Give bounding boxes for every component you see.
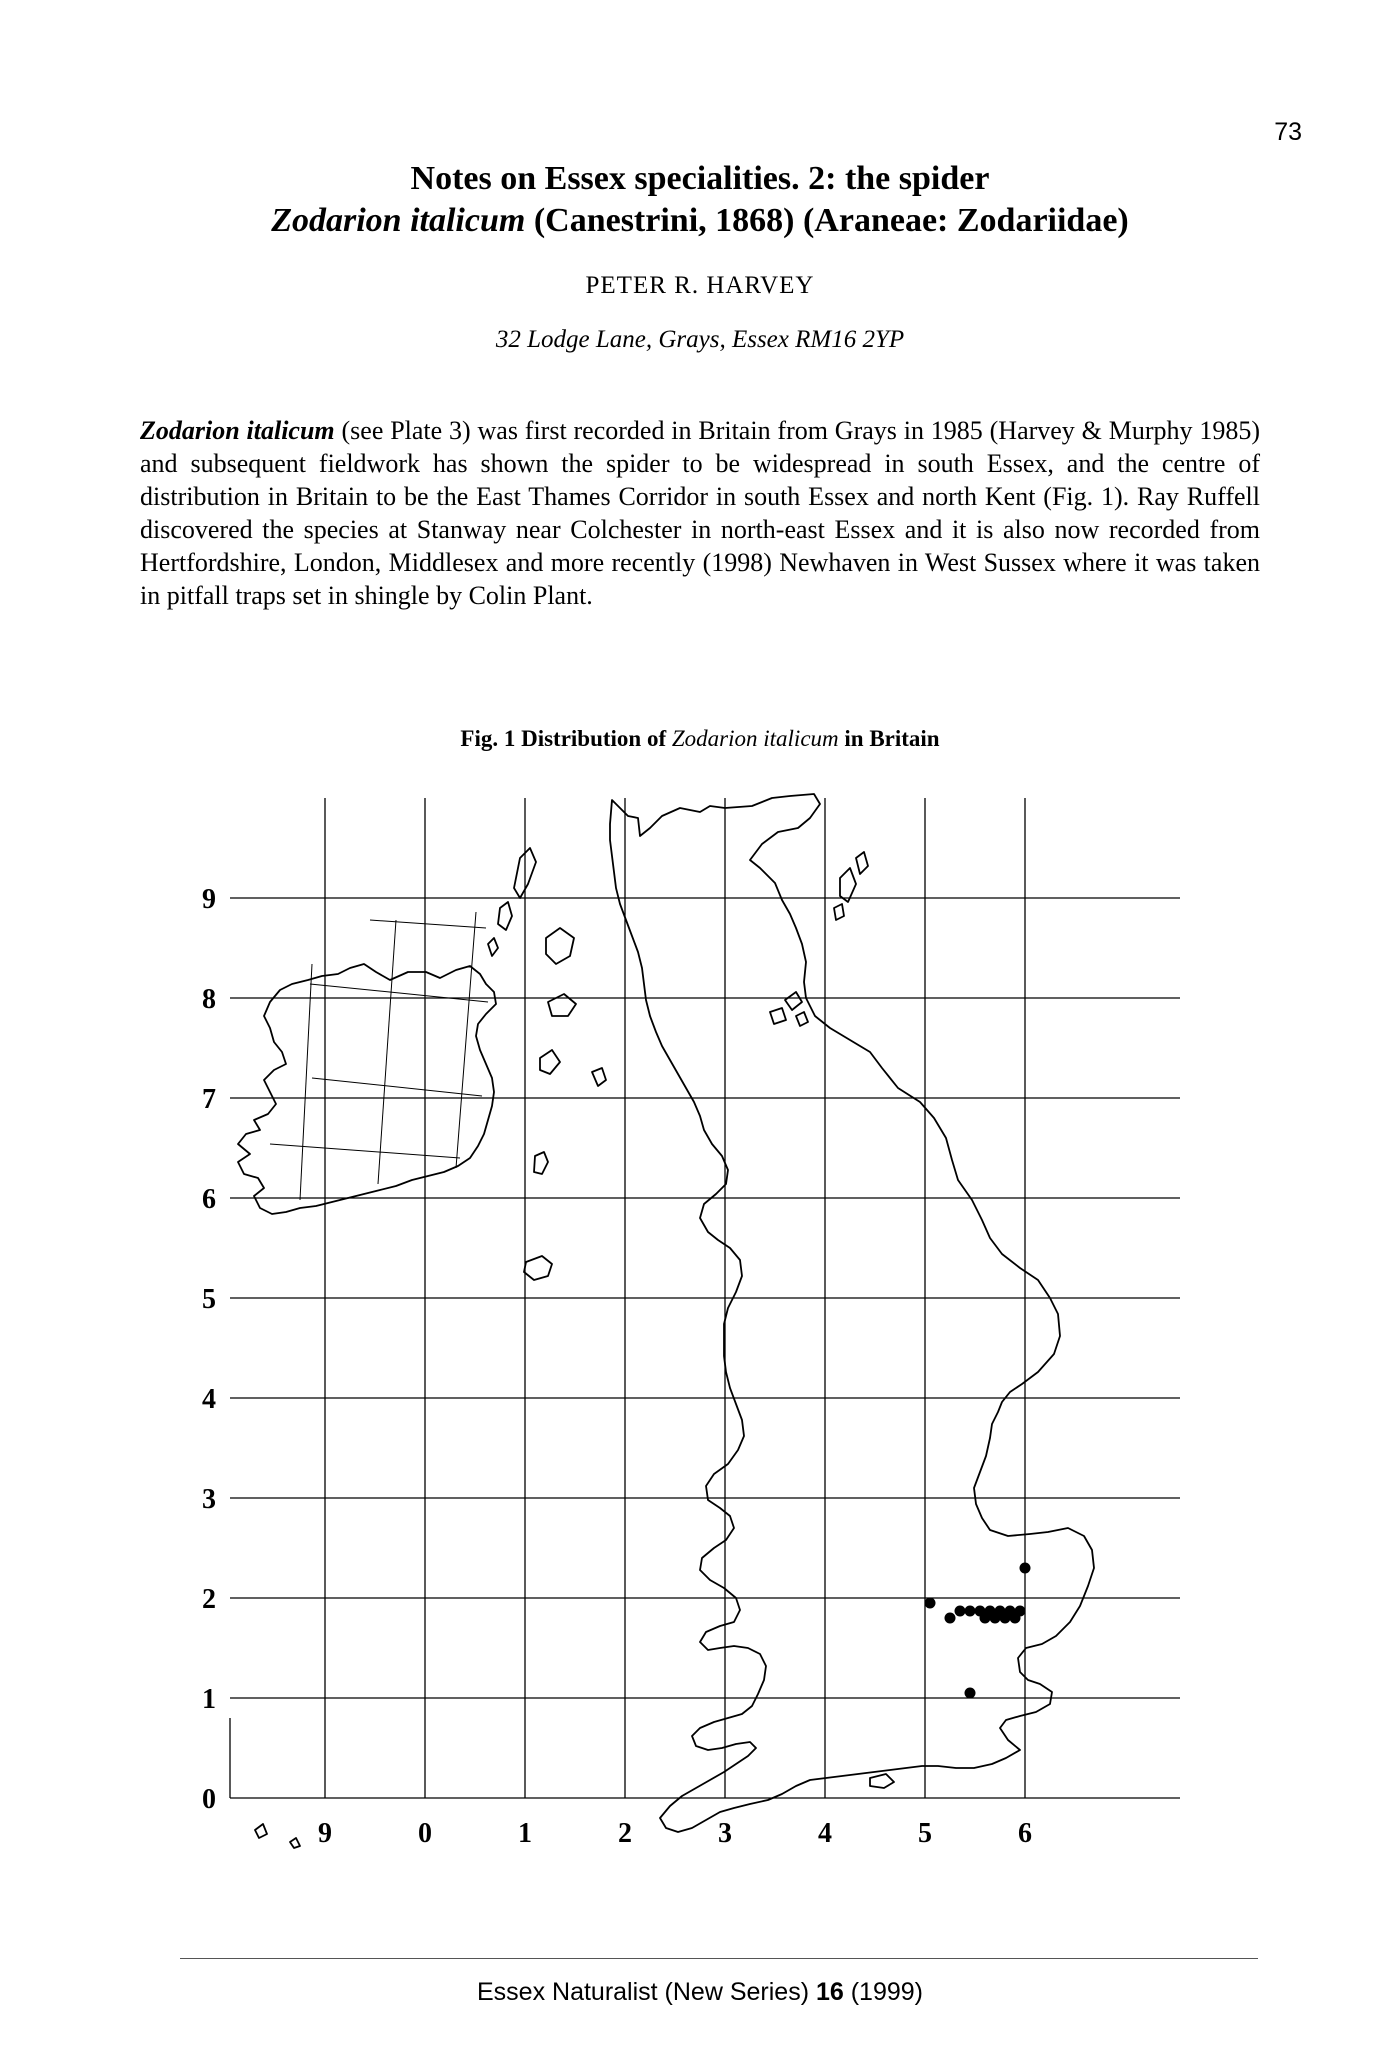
record-dots: [925, 1563, 1031, 1699]
footer-rule: [180, 1958, 1258, 1959]
isle-of-man: [534, 1152, 548, 1174]
body-species-name: Zodarion italicum: [140, 416, 335, 445]
caption-suffix: in Britain: [838, 726, 940, 751]
hebrides-2: [498, 902, 512, 930]
orkney-1: [785, 992, 802, 1010]
y-axis-labels: [202, 884, 216, 1815]
record-dot: [1020, 1563, 1031, 1574]
record-dot: [925, 1598, 936, 1609]
isle-of-wight: [870, 1774, 894, 1788]
y-tick-label: 5: [202, 1284, 216, 1315]
footer: [0, 1978, 1400, 2007]
x-tick-label: 1: [518, 1818, 532, 1849]
caption-prefix: Fig. 1 Distribution of: [460, 726, 672, 751]
x-axis-labels: [318, 1818, 1032, 1849]
y-tick-label: 8: [202, 984, 216, 1015]
body-paragraph: [140, 414, 1260, 612]
x-tick-label: 6: [1018, 1818, 1032, 1849]
y-tick-label: 9: [202, 884, 216, 915]
title-line-1: Notes on Essex specialities. 2: the spider: [410, 160, 990, 197]
hebrides-3: [488, 938, 498, 956]
y-tick-label: 7: [202, 1084, 216, 1115]
x-tick-label: 3: [718, 1818, 732, 1849]
record-dot: [955, 1606, 966, 1617]
body-text: (see Plate 3) was first recorded in Britain from Grays in 1985 (Harvey & Murphy 1985) and subsequent fieldwork has shown the spider to be widespread in south Essex, and the centre of distribution in Britain to be the East Thames Corridor in south Essex and north Kent (Fig. 1). Ray Ruffell discovered the species at Stanway near Colchester in north-east Essex and it is also now recorded from Hertfordshire, London, Middlesex and more recently (1998) Newhaven in West Sussex where it was taken in pitfall traps set in shingle by Colin Plant.: [140, 416, 1260, 610]
record-dot: [990, 1613, 1001, 1624]
author-address: 32 Lodge Lane, Grays, Essex RM16 2YP: [495, 326, 905, 353]
shetland-1: [840, 868, 856, 902]
distribution-map: [202, 788, 1190, 1849]
article-title: [0, 158, 1400, 242]
record-dot: [1010, 1613, 1021, 1624]
record-dot: [1000, 1613, 1011, 1624]
skye: [546, 928, 574, 964]
title-line-2: [0, 200, 1400, 242]
y-tick-label: 0: [202, 1784, 216, 1815]
x-tick-label: 9: [318, 1818, 332, 1849]
shetland-3: [834, 904, 844, 920]
record-dot: [980, 1613, 991, 1624]
y-tick-label: 1: [202, 1684, 216, 1715]
arran: [592, 1068, 606, 1086]
y-tick-label: 3: [202, 1484, 216, 1515]
title-authority: (Canestrini, 1868) (Araneae: Zodariidae): [525, 202, 1129, 239]
record-dot: [965, 1688, 976, 1699]
record-dot: [945, 1613, 956, 1624]
channel-island: [290, 1838, 300, 1848]
x-tick-label: 0: [418, 1818, 432, 1849]
mull: [548, 994, 576, 1016]
caption-species: Zodarion italicum: [671, 726, 839, 751]
page-number: 73: [1274, 118, 1302, 146]
x-tick-label: 4: [818, 1818, 832, 1849]
anglesey: [524, 1256, 552, 1280]
x-tick-label: 5: [918, 1818, 932, 1849]
y-tick-label: 2: [202, 1584, 216, 1615]
title-species: Zodarion italicum: [271, 202, 526, 239]
footer-year: (1999): [843, 1978, 923, 2006]
x-tick-label: 2: [618, 1818, 632, 1849]
figure-caption: [0, 726, 1400, 752]
orkney-2: [770, 1008, 786, 1024]
y-tick-label: 4: [202, 1384, 216, 1415]
ireland-coast: [238, 964, 496, 1214]
great-britain-coast: [610, 794, 1094, 1832]
islay: [540, 1050, 560, 1074]
footer-journal: Essex Naturalist (New Series): [476, 1978, 816, 2006]
record-dot: [965, 1606, 976, 1617]
author-name: PETER R. HARVEY: [585, 272, 815, 299]
irish-grid: [270, 912, 488, 1200]
orkney-3: [796, 1012, 808, 1026]
scilly-1: [255, 1824, 267, 1838]
footer-volume: 16: [815, 1978, 844, 2006]
y-tick-label: 6: [202, 1184, 216, 1215]
shetland-2: [856, 852, 868, 874]
